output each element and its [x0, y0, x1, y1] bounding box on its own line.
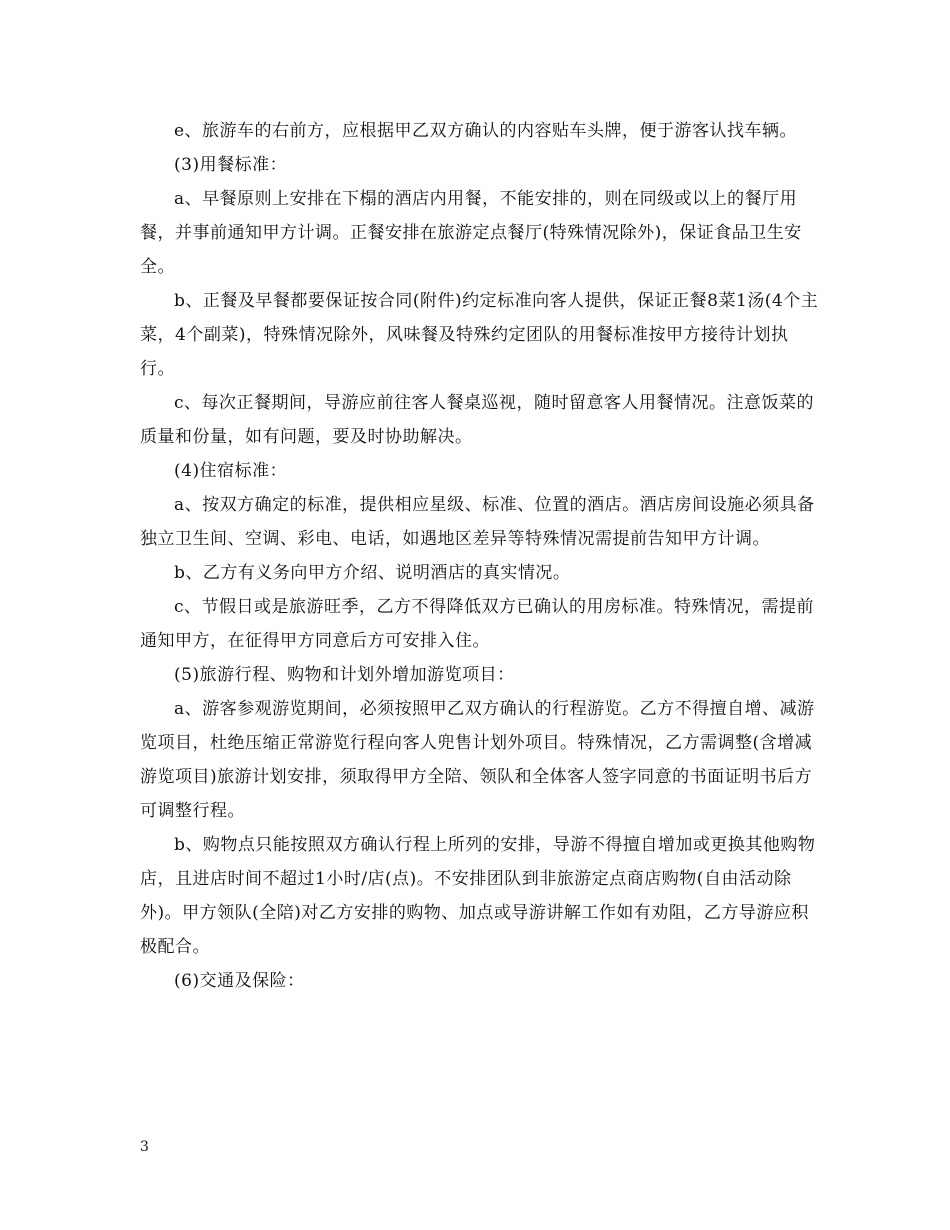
paragraph-c-peak-season: c、节假日或是旅游旺季，乙方不得降低双方已确认的用房标准。特殊情况，需提前通知甲方，在征得甲方同意后方可安排入住。 [140, 597, 815, 651]
paragraph-a-hotel: a、按双方确定的标准，提供相应星级、标准、位置的酒店。酒店房间设施必须具备独立卫生间、空调、彩电、电话，如遇地区差异等特殊情况需提前告知甲方计调。 [140, 495, 815, 549]
paragraph-b-hotel-info: b、乙方有义务向甲方介绍、说明酒店的真实情况。 [174, 563, 571, 583]
heading-transport-insurance: (6)交通及保险： [174, 971, 305, 991]
heading-meal-standard: (3)用餐标准： [174, 155, 288, 175]
page-number: 3 [140, 1139, 149, 1155]
paragraph-b-meals: b、正餐及早餐都要保证按合同(附件)约定标准向客人提供，保证正餐8菜1汤(4个主菜，4个副菜)，特殊情况除外，风味餐及特殊约定团队的用餐标准按甲方接待计划执行。 [140, 291, 819, 379]
paragraph-b-shopping: b、购物点只能按照双方确认行程上所列的安排，导游不得擅自增加或更换其他购物店，且进店时间不超过1小时/店(点)。不安排团队到非旅游定点商店购物(自由活动除外)。甲方领队(全陪)对乙方安排的购物、加点或导游讲解工作如有劝阻，乙方导游应积极配合。 [140, 835, 816, 957]
document-body [140, 114, 820, 998]
paragraph-a-breakfast: a、早餐原则上安排在下榻的酒店内用餐，不能安排的，则在同级或以上的餐厅用餐，并事前通知甲方计调。正餐安排在旅游定点餐厅(特殊情况除外)，保证食品卫生安全。 [140, 189, 802, 277]
paragraph-c-meal-inspection: c、每次正餐期间，导游应前往客人餐桌巡视，随时留意客人用餐情况。注意饭菜的质量和份量，如有问题，要及时协助解决。 [140, 393, 815, 447]
paragraph-a-itinerary: a、游客参观游览期间，必须按照甲乙双方确认的行程游览。乙方不得擅自增、减游览项目，杜绝压缩正常游览行程向客人兜售计划外项目。特殊情况，乙方需调整(含增减游览项目)旅游计划安排，须取得甲方全陪、领队和全体客人签字同意的书面证明书后方可调整行程。 [140, 699, 815, 821]
paragraph-e-bus-sign: e、旅游车的右前方，应根据甲乙双方确认的内容贴车头牌，便于游客认找车辆。 [174, 121, 798, 141]
heading-itinerary-shopping: (5)旅游行程、购物和计划外增加游览项目： [174, 665, 515, 685]
heading-accommodation-standard: (4)住宿标准： [174, 461, 288, 481]
